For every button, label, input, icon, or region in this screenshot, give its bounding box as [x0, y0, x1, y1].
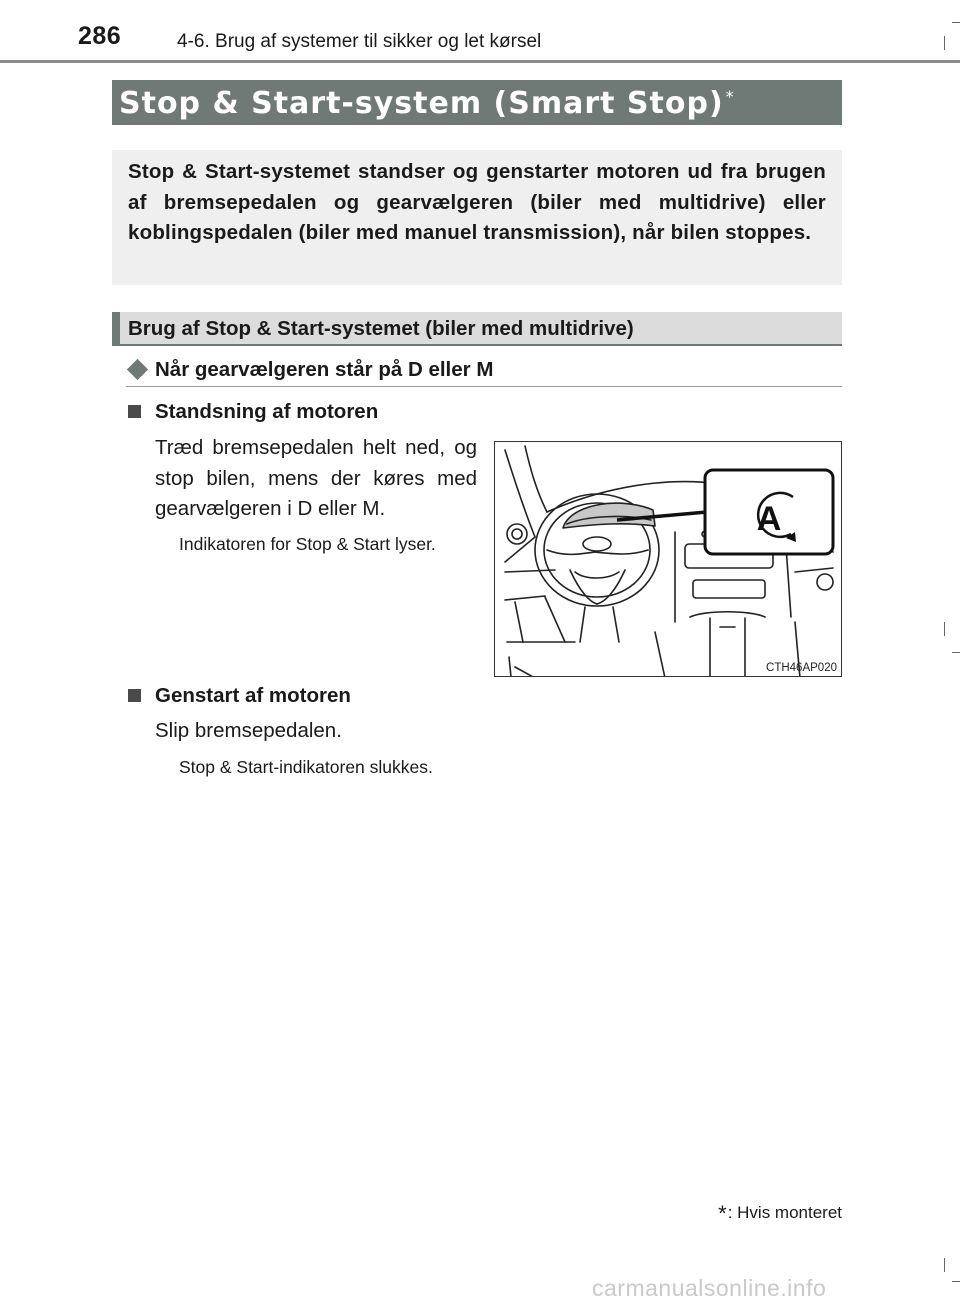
page-number: 286 — [78, 22, 122, 50]
crop-mark — [952, 22, 960, 23]
crop-mark — [944, 1258, 945, 1272]
crop-mark — [952, 652, 960, 653]
stop-note: Indikatoren for Stop & Start lyser. — [179, 534, 436, 554]
title-asterisk: * — [725, 87, 735, 106]
footnote-text: : Hvis monteret — [727, 1203, 842, 1222]
intro-text: Stop & Start-systemet standser og genstarter motoren ud fra brugen af bremsepedalen og gearvælgeren (biler med multidrive) eller koblingspedalen (biler med manuel transmission), når bilen stoppes. — [128, 160, 826, 244]
stop-heading: Standsning af motoren — [155, 400, 379, 423]
title-bar — [112, 80, 842, 125]
figure-code: CTH46AP020 — [766, 662, 837, 674]
callout-letter: A — [756, 500, 782, 538]
crop-mark — [952, 1281, 960, 1282]
restart-heading: Genstart af motoren — [155, 684, 351, 707]
dashboard-drawing — [495, 442, 842, 677]
condition-row — [126, 356, 842, 387]
page-title — [119, 86, 735, 121]
restart-note: Stop & Start-indikatoren slukkes. — [179, 757, 433, 777]
condition-text: Når gearvælgeren står på D eller M — [155, 358, 494, 381]
dashboard-illustration — [494, 441, 842, 677]
stop-body: Træd bremsepedalen helt ned, og stop bilen, mens der køres med gearvælgeren i D eller M. — [155, 436, 477, 520]
crop-mark — [944, 622, 945, 636]
square-bullet-icon — [128, 405, 141, 418]
watermark: carmanualsonline.info — [592, 1275, 827, 1301]
footnote-asterisk: * — [718, 1201, 727, 1226]
page-title-text: Stop & Start-system (Smart Stop) — [119, 86, 724, 121]
square-bullet-icon — [128, 689, 141, 702]
diamond-bullet-icon — [127, 359, 148, 380]
subsection-heading — [112, 312, 842, 346]
restart-body: Slip bremsepedalen. — [155, 719, 342, 742]
intro-box — [112, 150, 842, 285]
footnote — [718, 1201, 842, 1227]
header-rule — [0, 60, 960, 63]
crop-mark — [944, 36, 945, 50]
section-title: 4-6. Brug af systemer til sikker og let kørsel — [177, 31, 542, 52]
subsection-heading-text: Brug af Stop & Start-systemet (biler med multidrive) — [128, 317, 634, 340]
